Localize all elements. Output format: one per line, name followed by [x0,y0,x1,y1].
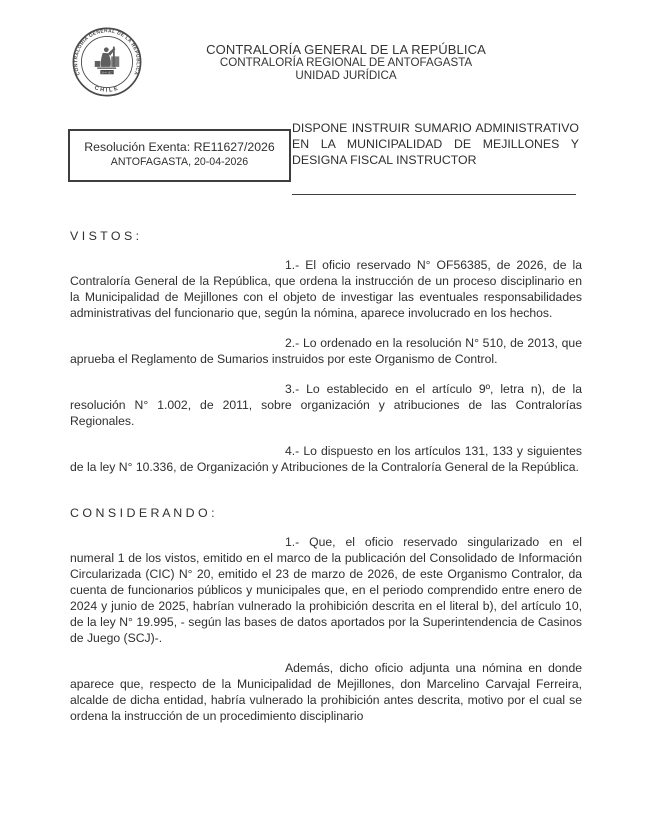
org-unit: UNIDAD JURÍDICA [295,68,397,82]
resolution-box [68,129,291,182]
seal-bottom-text: CHILE [93,85,121,94]
document-body [70,228,582,738]
resolution-place-date: ANTOFAGASTA, 20-04-2026 [110,156,249,168]
vistos-paragraph-3: 3.- Lo establecido en el artículo 9º, letra n), de la resolución N° 1.002, de 2011, sobre organización y atribuciones de las Contralorías Regionales. [70,382,582,428]
vistos-paragraph-2: 2.- Lo ordenado en la resolución N° 510, de 2013, que aprueba el Reglamento de Sumarios instruidos por este Organismo de Control. [70,336,582,366]
vistos-paragraph-1: 1.- El oficio reservado N° OF56385, de 2026, de la Contraloría General de la República, que ordena la instrucción de un proceso disciplinario en la Municipalidad de Mejillones con el objeto de investigar las eventuales responsabilidades administrativas del funcionario que, según la nómina, aparece involucrado en los hechos. [70,258,582,320]
svg-text:CHILE [93,85,120,94]
seal-ring-text: CONTRALORIA GENERAL DE LA REPUBLICA [74,29,140,76]
letterhead [178,42,514,82]
org-name: CONTRALORÍA GENERAL DE LA REPÚBLICA [206,42,486,57]
vistos-paragraph-4: 4.- Lo dispuesto en los artículos 131, 133 y siguientes de la ley N° 10.336, de Organización y Atribuciones de la Contraloría General de la República. [70,444,582,474]
subject-underline [292,194,576,195]
institution-seal-icon [72,26,142,98]
seal-date-text: 26-III-1927 [101,71,113,75]
org-regional: CONTRALORÍA REGIONAL DE ANTOFAGASTA [219,56,473,69]
seal-date-plaque [100,70,113,74]
seal-figure-icon [95,47,120,69]
vistos-heading: V I S T O S : [70,229,140,243]
subject-title: DISPONE INSTRUIR SUMARIO ADMINISTRATIVO EN LA MUNICIPALIDAD DE MEJILLONES Y DESIGNA FISCAL INSTRUCTOR [292,121,579,168]
resolution-number: Resolución Exenta: RE11627/2026 [84,140,275,154]
considerando-paragraph-2: Además, dicho oficio adjunta una nómina en donde aparece que, respecto de la Municipalidad de Mejillones, don Marcelino Carvajal Ferreira, alcalde de dicha entidad, habría vulnerado la prohibición antes descrita, motivo por el cual se ordena la instrucción de un procedimiento disciplinario [70,661,582,723]
considerando-heading: C O N S I D E R A N D O : [70,506,215,520]
considerando-paragraph-1: 1.- Que, el oficio reservado singularizado en el numeral 1 de los vistos, emitido en el marco de la publicación del Consolidado de Información Circularizada (CIC) N° 20, emitido el 23 de marzo de 2026, de este Organismo Contralor, da cuenta de funcionarios públicos y municipales que, en el periodo comprendido entre enero de 2024 y junio de 2025, habrían vulnerado la prohibición descrita en el literal b), del artículo 10, de la ley N° 19.995, - según las bases de datos aportados por la Superintendencia de Casinos de Juego (SCJ)-. [70,535,582,645]
